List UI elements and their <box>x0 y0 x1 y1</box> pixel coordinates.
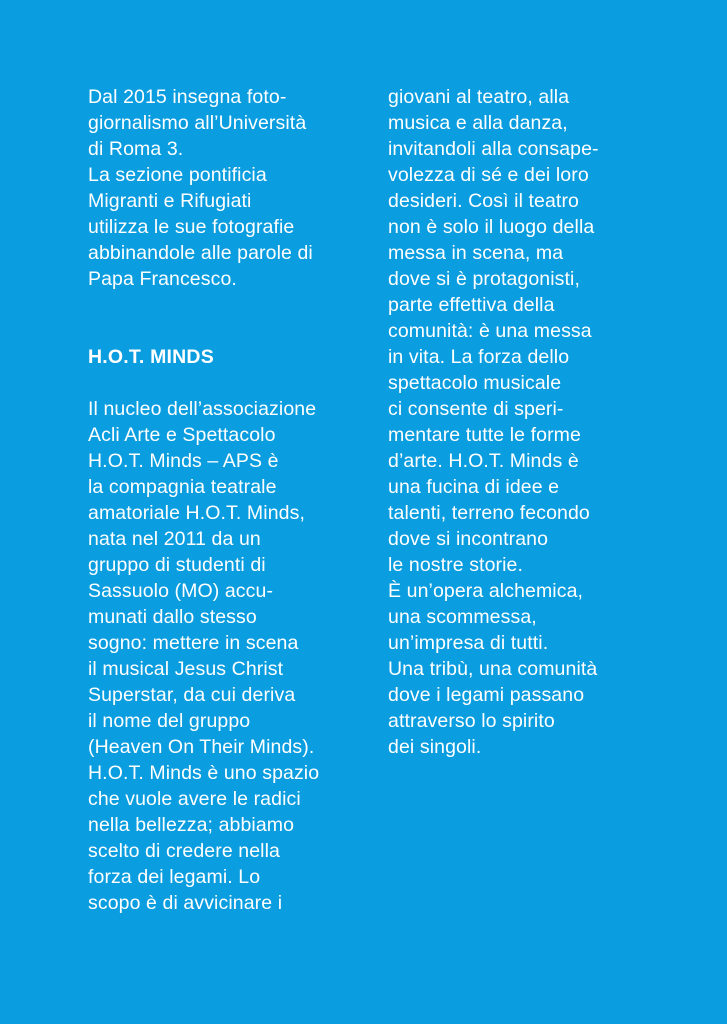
text-line: scelto di credere nella <box>88 840 280 862</box>
text-line: il musical Jesus Christ <box>88 658 284 680</box>
text-line: invitandoli alla consape- <box>388 138 599 160</box>
text-line: il nome del gruppo <box>88 710 251 732</box>
intro-paragraph <box>88 84 378 292</box>
text-line: desideri. Così il teatro <box>388 190 579 212</box>
text-line: una scommessa, <box>388 606 537 628</box>
text-line: Acli Arte e Spettacolo <box>88 424 276 446</box>
text-line: abbinandole alle parole di <box>88 242 313 264</box>
text-line: gruppo di studenti di <box>88 554 266 576</box>
text-line: mentare tutte le forme <box>388 424 581 446</box>
text-line: Migranti e Rifugiati <box>88 190 252 212</box>
text-line: ci consente di speri- <box>388 398 564 420</box>
right-column <box>388 84 688 760</box>
text-line: Dal 2015 insegna foto- <box>88 86 287 108</box>
text-line: giovani al teatro, alla <box>388 86 570 108</box>
text-line: la compagnia teatrale <box>88 476 277 498</box>
text-line: Una tribù, una comunità <box>388 658 598 680</box>
text-line: Sassuolo (MO) accu- <box>88 580 274 602</box>
body-paragraph <box>88 396 378 916</box>
text-line: di Roma 3. <box>88 138 184 160</box>
text-line: una fucina di idee e <box>388 476 560 498</box>
text-line: Il nucleo dell’associazione <box>88 398 317 420</box>
text-line: munati dallo stesso <box>88 606 257 628</box>
text-line: Papa Francesco. <box>88 268 237 290</box>
spacer <box>88 292 378 318</box>
text-line: giornalismo all’Università <box>88 112 307 134</box>
text-line: in vita. La forza dello <box>388 346 570 368</box>
text-line: nata nel 2011 da un <box>88 528 261 550</box>
text-line: spettacolo musicale <box>388 372 562 394</box>
body-paragraph-continued <box>388 84 688 760</box>
text-line: volezza di sé e dei loro <box>388 164 589 186</box>
text-line: un’impresa di tutti. <box>388 632 549 654</box>
text-line: amatoriale H.O.T. Minds, <box>88 502 305 524</box>
text-line: forza dei legami. Lo <box>88 866 261 888</box>
spacer <box>88 318 378 344</box>
text-line: È un’opera alchemica, <box>388 580 584 602</box>
section-heading: H.O.T. MINDS <box>88 346 214 368</box>
text-line: utilizza le sue fotografie <box>88 216 295 238</box>
text-line: messa in scena, ma <box>388 242 564 264</box>
text-line: scopo è di avvicinare i <box>88 892 283 914</box>
text-line: dei singoli. <box>388 736 482 758</box>
text-line: d’arte. H.O.T. Minds è <box>388 450 579 472</box>
left-column <box>88 84 378 916</box>
text-line: dove si incontrano <box>388 528 549 550</box>
text-line: Superstar, da cui deriva <box>88 684 296 706</box>
text-line: musica e alla danza, <box>388 112 568 134</box>
text-line: che vuole avere le radici <box>88 788 301 810</box>
text-line: dove si è protagonisti, <box>388 268 580 290</box>
text-line: H.O.T. Minds è uno spazio <box>88 762 320 784</box>
text-line: comunità: è una messa <box>388 320 592 342</box>
text-line: le nostre storie. <box>388 554 524 576</box>
text-line: H.O.T. Minds – APS è <box>88 450 279 472</box>
text-line: dove i legami passano <box>388 684 585 706</box>
text-line: non è solo il luogo della <box>388 216 595 238</box>
text-line: talenti, terreno fecondo <box>388 502 590 524</box>
text-line: parte effettiva della <box>388 294 555 316</box>
text-line: La sezione pontificia <box>88 164 267 186</box>
spacer <box>88 370 378 396</box>
text-line: nella bellezza; abbiamo <box>88 814 295 836</box>
text-line: sogno: mettere in scena <box>88 632 299 654</box>
text-line: (Heaven On Their Minds). <box>88 736 315 758</box>
text-line: attraverso lo spirito <box>388 710 555 732</box>
